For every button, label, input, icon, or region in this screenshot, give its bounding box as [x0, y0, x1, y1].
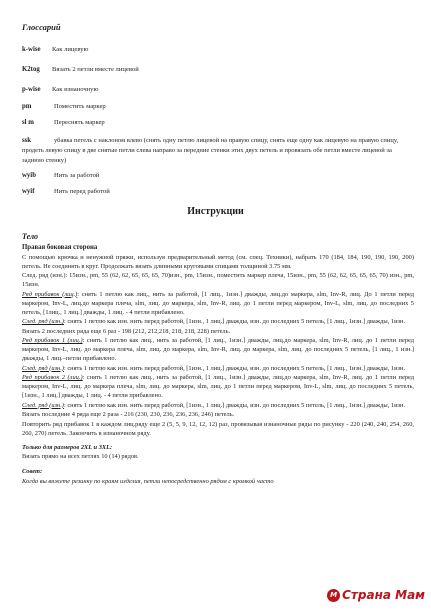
site-watermark: [327, 588, 425, 602]
row-label: След. ряд (изн.): [22, 401, 64, 409]
glossary-def-slm: Переснять маркер: [54, 119, 105, 126]
glossary-abbr-wyib: wyib: [22, 172, 36, 179]
row-text: : снять 1 петлю как изн. нить перед работой, [1изн., 1 лиц.] дважды, изн. до последних 5 петель, [1 лиц., 1изн.] дважды, 1изн.: [63, 401, 406, 409]
glossary-abbr-kwise: k-wise: [22, 46, 41, 53]
row-text: : снять 1 петлю как лиц., нить за работой, [1 лиц., 1изн.] дважды, лиц.до маркера, slm, Inv-R, лиц. до 1 петли перед маркером, Inv-L, лиц. до маркера плеча, slm, лиц. до маркера, slm, Inv-R, лиц. до маркера, slm, лиц. до последних 5 петель, [1 лиц., 1 изн.] дважды, 1 лиц.–петли прибавлено.: [22, 337, 414, 362]
right-side-heading: Правая боковая сторона: [22, 244, 98, 251]
watermark-logo-icon: M: [327, 589, 340, 602]
row-text: : снять 1 петлю как изн. нить перед работой, [1изн., 1 лиц.] дважды, изн. до последних 5 петель, [1 лиц., 1изн.] дважды, 1изн.: [63, 364, 406, 372]
instructions-content: [22, 243, 414, 486]
sizes-paragraph: Вязать прямо на всех петлях 10 (14) рядов.: [22, 453, 139, 460]
repeat-paragraph: Вязать 2 последних ряда еще 6 раз - 198 (212, 212,218, 218, 218, 228) петель.: [22, 327, 231, 335]
next-row-paragraph: След. ряд (изн.): 15изн., pm, 55 (62, 62, 65, 65, 65, 70)изн., pm, 15изн., поместить маркер плеча, 15изн., pm, 55 (62, 62, 65, 65, 65, 70) изн., pm, 15изн.: [22, 272, 414, 288]
glossary-def-wyif: Нить перед работой: [54, 188, 110, 195]
row-label: След. ряд (изн.): [22, 364, 64, 372]
glossary-def-k2tog: Вязать 2 петли вместе лицевой: [52, 66, 139, 73]
increase-row-1-paragraph: [22, 336, 414, 363]
watermark-text: Страна Мам: [342, 588, 425, 602]
next-row-ws-paragraph: [22, 317, 414, 326]
row-text: : снять 1 петлю как лиц., нить за работой, [1 лиц., 1изн.] дважды, лиц.до маркера, slm, Inv-R, лиц. До 1 петли перед маркером, Inv-L, лиц.до маркера плеча, slm, лиц. до маркера, slm, Inv-R, лиц. до 1 петли перед маркером, Inv-L, slm, лиц. до последних 5 петель, [1лиц., 1 лиц.] дважды, 1 лиц. - 4 петли прибавлено.: [22, 290, 414, 316]
row-label: След. ряд (изн.): [22, 318, 64, 325]
glossary-abbr-pm: pm: [22, 103, 32, 110]
cast-on-paragraph: С помощью крючка и ненужной пряжи, используя предварительный метод (см. спец. Техники), набрать 170 (184, 184, 190, 190, 190, 200) петель. Не соединять в круг. Продолжать вязать длинными круговыми спицами толщиной 3.75 мм.: [22, 253, 414, 270]
next-row-ws-3-paragraph: [22, 401, 414, 410]
sizes-heading: Только для размеров 2XL и 3XL:: [22, 443, 113, 451]
glossary-abbr-pwise: p-wise: [22, 86, 41, 93]
repeat-last-rows-paragraph: Вязать последние 4 ряда еще 2 раза - 216 (230, 230, 236, 236, 236, 246) петель.: [22, 411, 235, 418]
glossary-abbr-slm: sl m: [22, 119, 34, 126]
tip-heading: Совет:: [22, 468, 43, 475]
glossary-item-ssk: [22, 136, 414, 166]
next-row-ws-2-paragraph: [22, 364, 414, 373]
glossary-def-pwise: Как изнаночную: [52, 86, 99, 93]
row-text: : снять 1 петлю как изн. нить перед работой, [1изн., 1 лиц.] дважды, изн. до последних 5 петель, [1 лиц., 1изн.] дважды, 1изн.: [63, 318, 406, 325]
row-label: Ряд прибавок 1 (лиц.): [22, 337, 83, 344]
glossary-def-ssk: убавка петель с наклоном влево (снять одну петлю лицевой на правую спицу, снять еще одну как лицевую на правую спицу, продеть левую спицу в две снятые петли слева направо за передние стенки этих двух петель и провязать обе петли вместе лицевой за заднюю стенку): [22, 137, 399, 164]
increase-row-2-paragraph: [22, 373, 414, 400]
row-label: Ряд прибавок 2 (лиц.): [22, 374, 83, 381]
row-text: : снять 1 петлю как лиц., нить за работой, [1 лиц., 1изн.] дважды, лиц.до маркера, slm, Inv-R, лиц. до 1 петли перед маркером, Inv-L, лиц. до маркера плеча, slm, лиц. до маркера, slm, лиц. до 1 петли перед маркером, Inv-L, slm, лиц. до последних 5 петель, [1изн., 1 лиц.] дважды, 1 лиц. - 4 петли прибавлено.: [22, 374, 414, 399]
row-label: Ряд прибавок (лиц.): [22, 290, 78, 298]
glossary-def-pm: Поместить маркер: [54, 103, 106, 110]
instructions-title: Инструкции: [187, 206, 244, 217]
glossary-abbr-ssk: ssk: [22, 137, 32, 144]
glossary-def-wyib: Нить за работой: [54, 172, 100, 179]
glossary-title: Глоссарий: [22, 22, 61, 32]
tip-paragraph: Когда вы вяжете резинку по краям изделия, петли непосредственно рядом с кромкой часто: [22, 477, 274, 485]
glossary-abbr-wyif: wyif: [22, 188, 35, 195]
glossary-abbr-k2tog: K2tog: [22, 66, 40, 73]
body-section-title: Тело: [22, 232, 39, 241]
glossary-def-kwise: Как лицевую: [52, 46, 89, 53]
increase-row-paragraph: [22, 290, 414, 317]
repeat-increase-paragraph: Повторить ряд прибавок 1 в каждом лиц.ряду еще 2 (5, 5, 9, 12, 12, 12) раз, провязывая изнаночные ряды по рисунку - 220 (240, 240, 254, 260, 260, 270) петель. Закончить в изнаночном ряду.: [22, 420, 414, 437]
